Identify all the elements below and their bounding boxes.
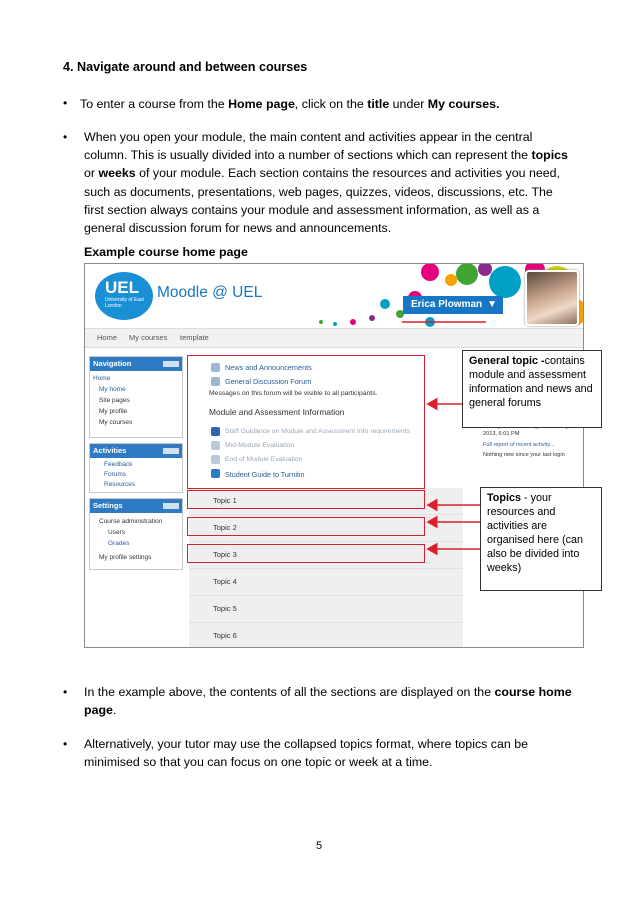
nav-item-my-profile[interactable]: My profile (99, 408, 128, 415)
nav-item-my-courses[interactable]: My courses (99, 419, 133, 426)
bold-span: topics (531, 148, 568, 163)
general-topic-callout (462, 350, 602, 428)
text-span: . (112, 703, 117, 718)
section-title-module: Module and Assessment Information (209, 407, 345, 417)
settings-profile[interactable]: My profile settings (99, 554, 152, 561)
page-number: 5 (315, 840, 323, 852)
bullet-marker: • (63, 96, 68, 110)
staff-guidance-link[interactable]: Staff Guidance on Module and Assessment Info requirements (225, 428, 411, 435)
text-span: When you open your module, the main content and activities appear in the central column. This is usually divided into a number of sections which can represent the (84, 130, 533, 163)
activity-resources[interactable]: Resources (104, 481, 136, 488)
callout-label: Topics (487, 492, 521, 504)
text-span: under (389, 97, 428, 111)
bullet-marker: • (63, 130, 68, 144)
callout-text: contains module and assessment information and news and general forums (469, 355, 593, 409)
nothing-new: Nothing new since your last login (483, 452, 565, 458)
text-span: Alternatively, your tutor may use the collapsed topics format, where topics can be minimised so that you can focus on one topic or week at a time. (84, 737, 528, 770)
topic-label: Topic 1 (213, 496, 237, 505)
activity-feedback[interactable]: Feedback (104, 461, 133, 468)
forum-note: Messages on this forum will be visible to all participants. (209, 390, 378, 397)
breadcrumb-my-courses[interactable]: My courses (129, 333, 168, 342)
bold-span: My courses. (427, 97, 500, 111)
block-title: Activities (93, 446, 127, 455)
section-heading: 4. Navigate around and between courses (63, 60, 308, 74)
nav-item-site-pages[interactable]: Site pages (99, 397, 130, 404)
bold-span: weeks (98, 166, 136, 181)
breadcrumb-template[interactable]: template (180, 333, 209, 342)
topic-label: Topic 4 (213, 577, 237, 586)
topic-label: Topic 6 (213, 631, 237, 640)
bold-span: title (367, 97, 390, 111)
full-report-link[interactable]: Full report of recent activity... (483, 442, 555, 448)
bold-span: Home page (228, 97, 295, 111)
bullet-marker: • (63, 737, 68, 751)
topic-label: Topic 3 (213, 550, 237, 559)
settings-course-admin[interactable]: Course administration (99, 518, 163, 525)
news-forum-link[interactable]: News and Announcements (225, 363, 312, 372)
topics-callout (480, 487, 602, 591)
turnitin-guide-link[interactable]: Student Guide to Turnitin (225, 470, 305, 479)
example-title: Example course home page (84, 245, 248, 259)
settings-users[interactable]: Users (108, 529, 125, 536)
user-name: Erica Plowman (411, 299, 483, 310)
text-span: , click on the (294, 97, 368, 111)
callout-label: General topic - (469, 355, 545, 367)
activity-since: 2013, 6:01 PM (483, 431, 520, 437)
bullet-marker: • (63, 685, 68, 699)
bullet-contents-displayed (84, 683, 574, 719)
bold-span: course home page (84, 685, 572, 718)
bullet-collapsed-topics (84, 735, 574, 771)
text-span: or (84, 166, 99, 181)
logo-subtext: University of East London (105, 297, 144, 309)
text-span: of your module. Each section contains the resources and activities you need, such as documents, presentations, web pages, quizzes, videos, discussions, etc. The first section always contains your module and assessment information, as well as a general discussion forum for news and announcements. (84, 166, 560, 236)
nav-item-my-home[interactable]: My home (99, 386, 126, 393)
text-span: In the example above, the contents of all the sections are displayed on the (84, 685, 495, 699)
topic-label: Topic 5 (213, 604, 237, 613)
logo-text: UEL (105, 278, 139, 297)
chevron-down-icon: ▼ (487, 299, 497, 310)
topic-label: Topic 2 (213, 523, 237, 532)
text-span: To enter a course from the (80, 97, 229, 111)
nav-item-home[interactable]: Home (93, 375, 111, 382)
block-title: Settings (93, 501, 123, 510)
general-forum-link[interactable]: General Discussion Forum (225, 377, 312, 386)
block-title: Navigation (93, 359, 132, 368)
settings-grades[interactable]: Grades (108, 540, 130, 547)
site-title[interactable]: Moodle @ UEL (157, 284, 263, 301)
activity-forums[interactable]: Forums (104, 471, 127, 478)
breadcrumb-home[interactable]: Home (97, 333, 118, 342)
mid-module-eval-link[interactable]: Mid-Module Evaluation (225, 442, 295, 449)
callout-text: - your resources and activities are organised here (can also be divided into weeks) (487, 492, 584, 574)
end-module-eval-link[interactable]: End of Module Evaluation (225, 456, 303, 463)
